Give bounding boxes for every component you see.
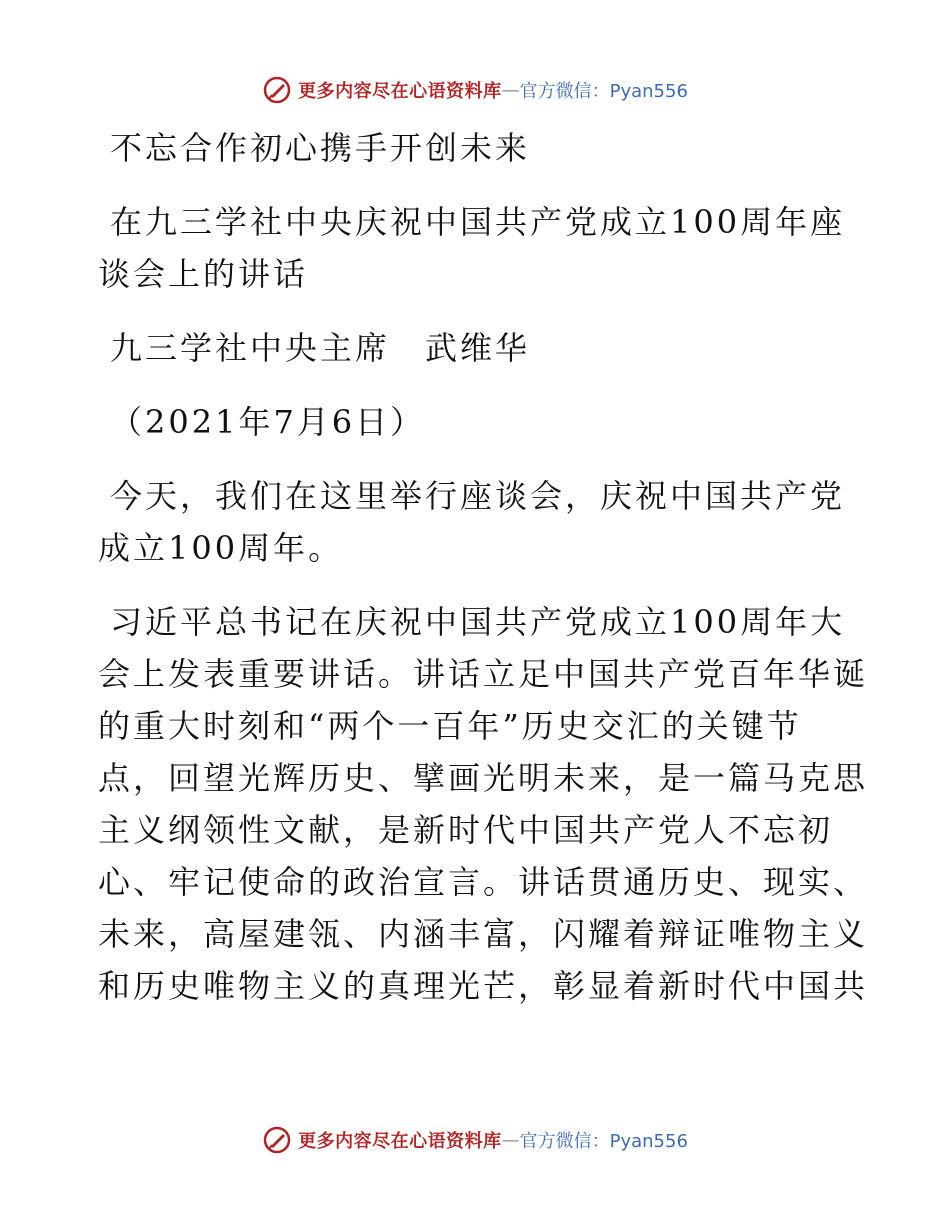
paragraph2-line-3: 的重大时刻和“两个一百年”历史交汇的关键节 [98,707,802,745]
paragraph2-line-5: 主义纲领性文献，是新时代中国共产党人不忘初 [98,811,834,849]
footer-watermark [0,1120,950,1160]
subtitle-line-2: 谈会上的讲话 [98,255,309,293]
paragraph2-line-7: 未来，高屋建瓴、内涵丰富，闪耀着辩证唯物主义 [98,915,869,953]
subtitle-line-1: 在九三学社中央庆祝中国共产党成立100周年座 [110,203,846,241]
document-title: 不忘合作初心携手开创未来 [110,129,531,167]
watermark-brand: 更多内容尽在心语资料库 [298,81,502,102]
watermark-separator: — [501,79,520,101]
date-line: （2021年7月6日） [110,403,426,441]
paragraph1-line-2: 成立100周年。 [98,529,344,567]
paragraph2-line-1: 习近平总书记在庆祝中国共产党成立100周年大 [110,603,846,641]
header-watermark [0,70,950,110]
paragraph2-line-2: 会上发表重要讲话。讲话立足中国共产党百年华诞 [98,655,869,693]
author-line: 九三学社中央主席 武维华 [110,329,531,367]
watermark-separator: — [501,1129,520,1151]
document-body [98,122,869,1012]
quill-logo-icon [262,1125,292,1155]
paragraph2-line-6: 心、牢记使命的政治宣言。讲话贯通历史、现实、 [98,863,869,901]
paragraph2-line-8: 和历史唯物主义的真理光芒，彰显着新时代中国共 [98,967,869,1005]
watermark-brand: 更多内容尽在心语资料库 [298,1131,502,1152]
paragraph1-line-1: 今天，我们在这里举行座谈会，庆祝中国共产党 [110,477,846,515]
quill-logo-icon [262,75,292,105]
watermark-wechat: 官方微信：Pyan556 [519,1131,688,1152]
watermark-wechat: 官方微信：Pyan556 [519,81,688,102]
paragraph2-line-4: 点，回望光辉历史、擘画光明未来，是一篇马克思 [98,759,869,797]
